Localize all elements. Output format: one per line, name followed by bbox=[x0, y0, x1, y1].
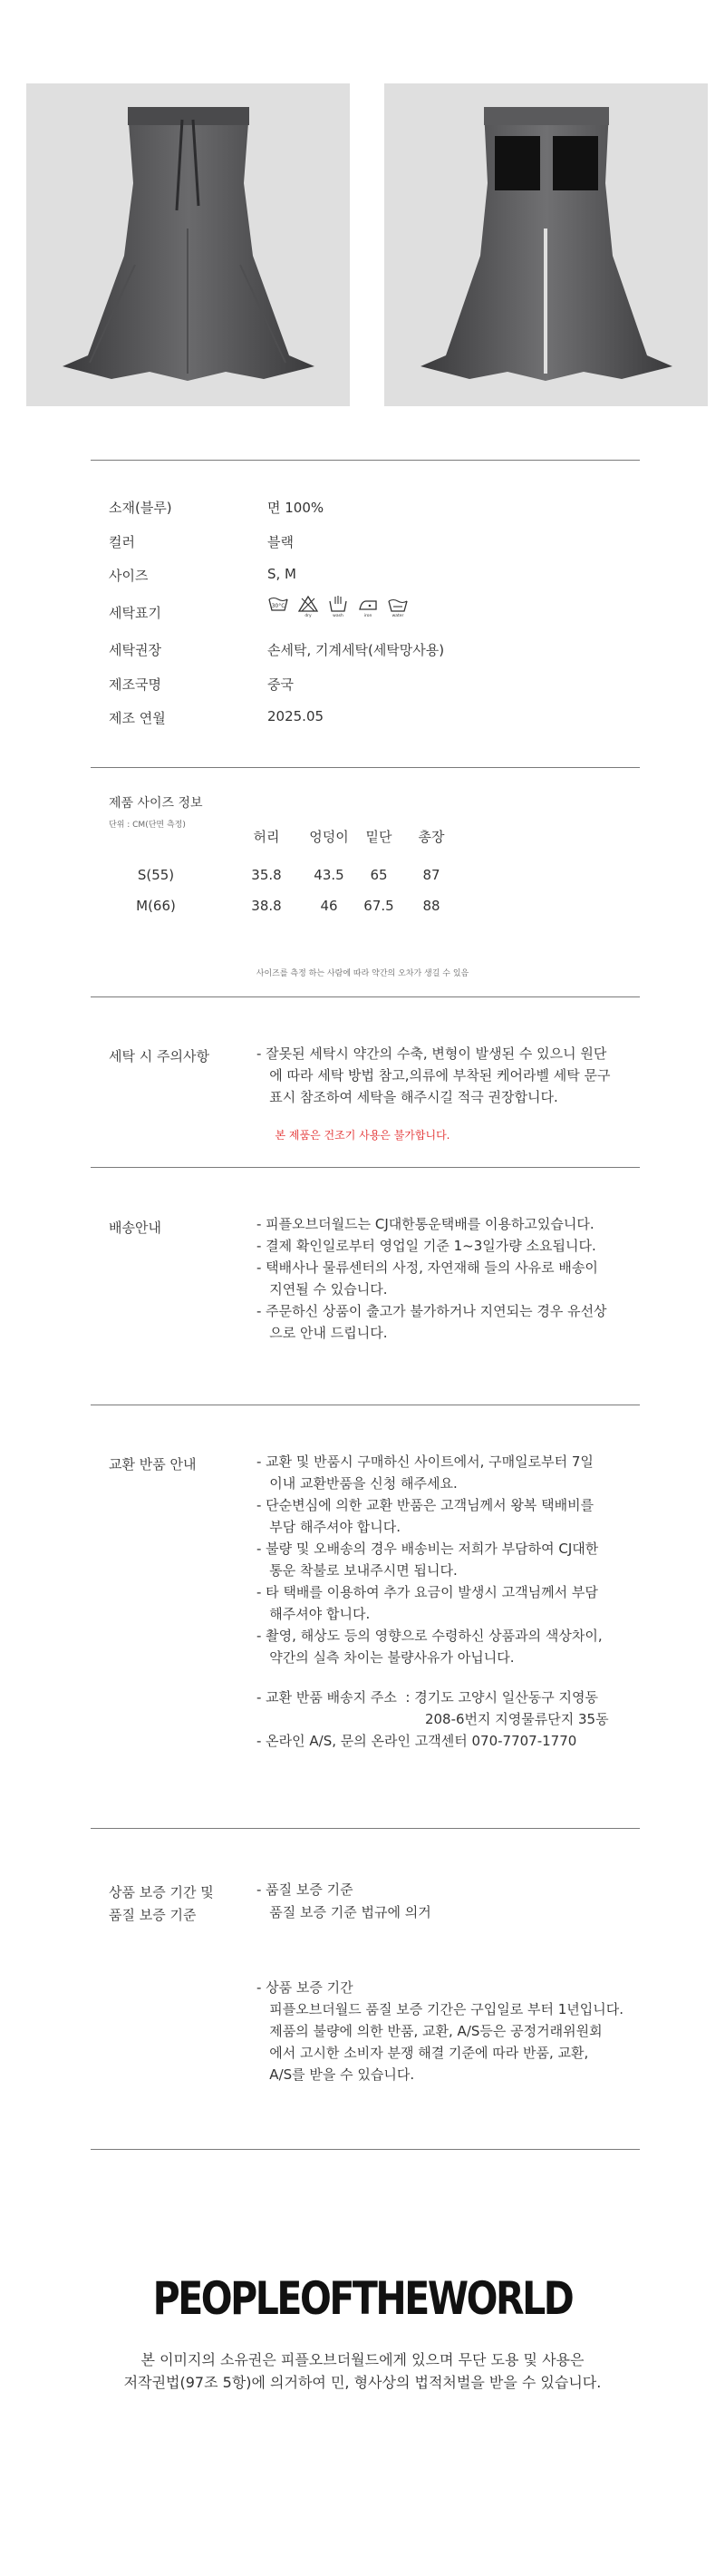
size-row-label: M(66) bbox=[136, 898, 176, 914]
skirt-front-photo bbox=[26, 83, 350, 406]
spec-value-country: 중국 bbox=[267, 676, 294, 693]
exchange-line: - 불량 및 오배송의 경우 배송비는 저희가 부담하여 CJ대한 bbox=[256, 1541, 599, 1557]
water-wash-icon bbox=[387, 594, 409, 617]
exchange-line: 부담 해주셔야 합니다. bbox=[256, 1519, 401, 1535]
exchange-line: 208-6번지 지영물류단지 35동 bbox=[256, 1711, 609, 1727]
size-info-title: 제품 사이즈 정보 bbox=[109, 796, 203, 811]
exchange-line: - 촬영, 해상도 등의 영향으로 수령하신 상품과의 색상차이, bbox=[256, 1628, 603, 1644]
divider bbox=[91, 2149, 640, 2150]
svg-text:iron: iron bbox=[363, 614, 372, 617]
shipping-line: - 주문하신 상품이 출고가 불가하거나 지연되는 경우 유선상 bbox=[256, 1303, 607, 1319]
divider bbox=[91, 460, 640, 461]
skirt-back-image bbox=[384, 83, 708, 406]
spec-label-color: 컬러 bbox=[109, 534, 135, 550]
spec-label-date: 제조 연월 bbox=[109, 710, 166, 726]
size-header-hip: 엉덩이 bbox=[309, 829, 349, 845]
size-cell: 38.8 bbox=[251, 898, 282, 914]
wash-caution-line: - 잘못된 세탁시 약간의 수축, 변형이 발생된 수 있으니 원단 bbox=[256, 1045, 607, 1062]
size-cell: 67.5 bbox=[363, 898, 394, 914]
size-cell: 46 bbox=[320, 898, 338, 914]
shipping-line: 지연될 수 있습니다. bbox=[256, 1281, 388, 1298]
spec-label-care: 세탁표기 bbox=[109, 605, 161, 621]
divider bbox=[91, 767, 640, 768]
warranty-line: - 품질 보증 기준 bbox=[256, 1881, 353, 1898]
spec-label-care-recommend: 세탁권장 bbox=[109, 642, 161, 658]
size-header-length: 총장 bbox=[418, 829, 445, 845]
care-icons bbox=[267, 594, 409, 617]
exchange-line: 약간의 실측 차이는 불량사유가 아닙니다. bbox=[256, 1649, 515, 1666]
spec-value-color: 블랙 bbox=[267, 534, 294, 550]
exchange-label: 교환 반품 안내 bbox=[109, 1456, 197, 1473]
svg-text:dry: dry bbox=[304, 614, 312, 617]
exchange-line: - 온라인 A/S, 문의 온라인 고객센터 070-7707-1770 bbox=[256, 1733, 577, 1749]
shipping-label: 배송안내 bbox=[109, 1220, 161, 1236]
dryer-warning: 본 제품은 건조기 사용은 불가합니다. bbox=[275, 1129, 450, 1142]
exchange-line: - 교환 및 반품시 구매하신 사이트에서, 구매일로부터 7일 bbox=[256, 1453, 594, 1470]
exchange-line: - 단순변심에 의한 교환 반품은 고객님께서 왕복 택배비를 bbox=[256, 1497, 594, 1513]
spec-value-care-recommend: 손세탁, 기계세탁(세탁망사용) bbox=[267, 642, 445, 658]
spec-value-size: S, M bbox=[267, 566, 296, 582]
wash-caution-line: 표시 참조하여 세탁을 해주시길 적극 권장합니다. bbox=[256, 1089, 558, 1105]
size-cell: 87 bbox=[422, 867, 440, 883]
size-row-label: S(55) bbox=[137, 867, 175, 883]
size-note: 사이즈를 측정 하는 사람에 따라 약간의 오차가 생길 수 있음 bbox=[256, 969, 469, 978]
svg-text:30°C: 30°C bbox=[271, 603, 285, 609]
size-cell: 88 bbox=[422, 898, 440, 914]
svg-text:water: water bbox=[392, 614, 404, 617]
exchange-line: - 교환 반품 배송지 주소 : 경기도 고양시 일산동구 지영동 bbox=[256, 1689, 598, 1706]
shipping-line: - 피플오브더월드는 CJ대한통운택배를 이용하고있습니다. bbox=[256, 1216, 594, 1232]
no-bleach-icon bbox=[297, 594, 319, 617]
shipping-line: - 택배사나 물류센터의 사정, 자연재해 들의 사유로 배송이 bbox=[256, 1259, 598, 1276]
divider bbox=[91, 996, 640, 997]
exchange-line: 해주셔야 합니다. bbox=[256, 1606, 371, 1622]
size-cell: 43.5 bbox=[314, 867, 344, 883]
exchange-line: 이내 교환반품을 신청 해주세요. bbox=[256, 1475, 458, 1492]
warranty-label-1: 상품 보증 기간 및 bbox=[109, 1884, 214, 1900]
divider bbox=[91, 1828, 640, 1829]
skirt-front-image bbox=[26, 83, 350, 406]
size-info-unit: 단위 : CM(단면 측정) bbox=[109, 821, 186, 830]
size-header-hem: 밑단 bbox=[365, 829, 392, 845]
wash-caution-line: 에 따라 세탁 방법 참고,의류에 부착된 케어라벨 세탁 문구 bbox=[256, 1067, 611, 1084]
copyright-line-2: 저작권법(97조 5항)에 의거하여 민, 형사상의 법적처벌을 받을 수 있습니다. bbox=[123, 2374, 602, 2391]
size-cell: 65 bbox=[370, 867, 388, 883]
exchange-line: - 타 택배를 이용하여 추가 요금이 발생시 고객님께서 부담 bbox=[256, 1584, 598, 1600]
warranty-line: 에서 고시한 소비자 분쟁 해결 기준에 따라 반품, 교환, bbox=[256, 2045, 589, 2061]
skirt-back-photo bbox=[384, 83, 708, 406]
spec-label-country: 제조국명 bbox=[109, 676, 161, 693]
shipping-line: 으로 안내 드립니다. bbox=[256, 1325, 388, 1341]
shipping-line: - 결제 확인일로부터 영업일 기준 1~3일가량 소요됩니다. bbox=[256, 1238, 596, 1254]
warranty-line: 피플오브더월드 품질 보증 기간은 구입일로 부터 1년입니다. bbox=[256, 2001, 624, 2017]
warranty-line: 품질 보증 기준 법규에 의거 bbox=[256, 1904, 431, 1920]
spec-label-size: 사이즈 bbox=[109, 568, 149, 584]
svg-text:wash: wash bbox=[333, 614, 343, 617]
warranty-label-2: 품질 보증 기준 bbox=[109, 1907, 197, 1923]
spec-label-material: 소재(블루) bbox=[109, 500, 172, 516]
divider bbox=[91, 1167, 640, 1168]
wash-30-icon bbox=[267, 594, 289, 617]
copyright-line-1: 본 이미지의 소유권은 피플오브더월드에게 있으며 무단 도용 및 사용은 bbox=[140, 2351, 585, 2368]
spec-value-date: 2025.05 bbox=[267, 708, 324, 724]
hand-wash-icon bbox=[327, 594, 349, 617]
warranty-line: A/S를 받을 수 있습니다. bbox=[256, 2066, 415, 2083]
wash-caution-label: 세탁 시 주의사항 bbox=[109, 1048, 209, 1064]
exchange-line: 통운 착불로 보내주시면 됩니다. bbox=[256, 1562, 458, 1579]
spec-value-material: 면 100% bbox=[267, 500, 324, 516]
brand-logo: PEOPLEOFTHEWORLD bbox=[152, 2272, 573, 2325]
warranty-line: - 상품 보증 기간 bbox=[256, 1979, 353, 1996]
warranty-line: 제품의 불량에 의한 반품, 교환, A/S등은 공정거래위원회 bbox=[256, 2023, 603, 2039]
iron-icon bbox=[357, 594, 379, 617]
size-cell: 35.8 bbox=[251, 867, 282, 883]
size-header-waist: 허리 bbox=[253, 829, 280, 845]
